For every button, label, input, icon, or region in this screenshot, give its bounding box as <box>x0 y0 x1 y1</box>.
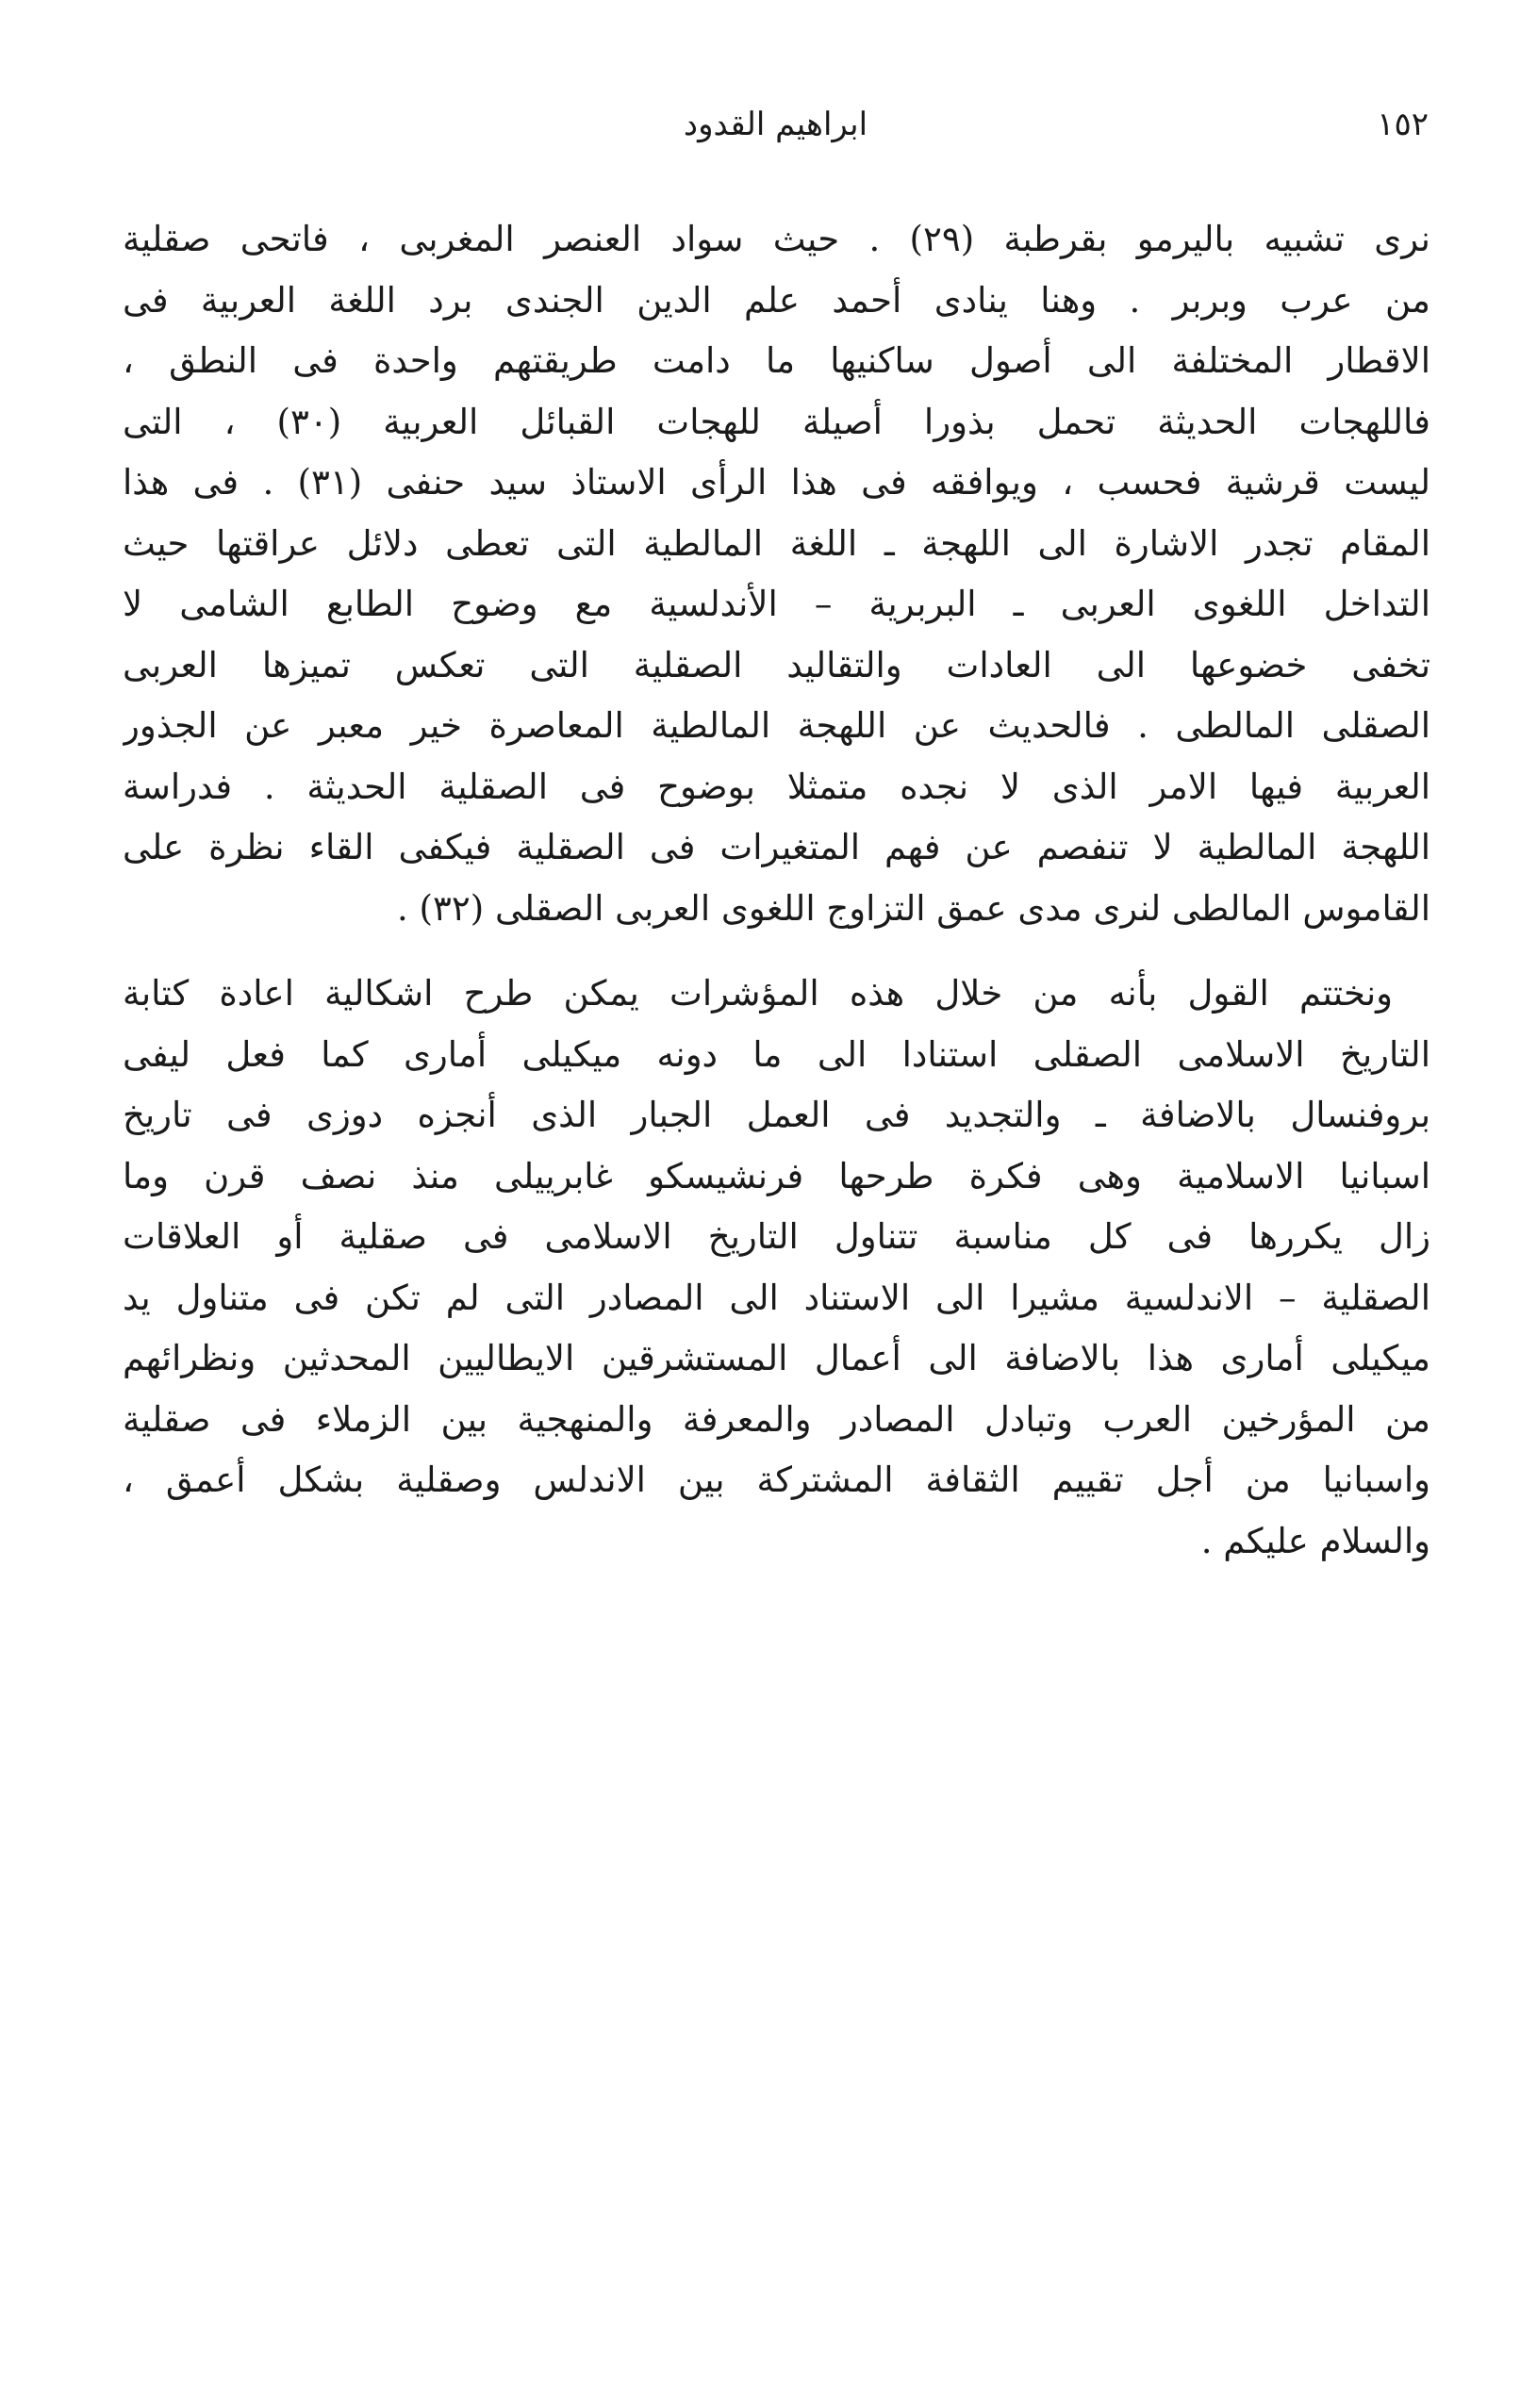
text-line: من المؤرخين العرب وتبادل المصادر والمعرفة والمنهجية بين الزملاء فى صقلية <box>123 1398 1430 1440</box>
body-text <box>123 209 1430 1572</box>
text-line: ميكيلى أمارى هذا بالاضافة الى أعمال المستشرقين الايطاليين المحدثين ونظرائهم <box>123 1338 1430 1378</box>
text-line: ونختتم القول بأنه من خلال هذه المؤشرات يمكن طرح اشكالية اعادة كتابة <box>123 973 1393 1014</box>
text-line: التاريخ الاسلامى الصقلى استنادا الى ما دونه ميكيلى أمارى كما فعل ليفى <box>123 1033 1430 1075</box>
text-line: فاللهجات الحديثة تحمل بذورا أصيلة للهجات القبائل العربية (٣٠) ، التى <box>123 401 1430 442</box>
text-line: العربية فيها الامر الذى لا نجده متمثلا بوضوح فى الصقلية الحديثة . فدراسة <box>123 766 1430 807</box>
text-line: والسلام عليكم . <box>1200 1520 1430 1561</box>
paragraph <box>123 964 1430 1572</box>
page-number: ١٥٢ <box>1377 106 1429 143</box>
text-line: التداخل اللغوى العربى ـ البربرية – الأندلسية مع وضوح الطابع الشامى لا <box>123 584 1430 624</box>
text-line: نرى تشبيه باليرمو بقرطبة (٢٩) . حيث سواد العنصر المغربى ، فاتحى صقلية <box>123 219 1430 259</box>
text-line: الصقلى المالطى . فالحديث عن اللهجة المالطية المعاصرة خير معبر عن الجذور <box>123 705 1430 746</box>
paragraph <box>123 209 1430 939</box>
text-line: زال يكررها فى كل مناسبة تتناول التاريخ الاسلامى فى صقلية أو العلاقات <box>123 1216 1430 1257</box>
text-line: القاموس المالطى لنرى مدى عمق التزاوج اللغوى العربى الصقلى (٣٢) . <box>397 887 1430 929</box>
text-line: اسبانيا الاسلامية وهى فكرة طرحها فرنشيسكو غابرييلى منذ نصف قرن وما <box>123 1155 1430 1196</box>
text-line: من عرب وبربر . وهنا ينادى أحمد علم الدين الجندى برد اللغة العربية فى <box>123 279 1430 321</box>
running-header <box>123 106 1429 162</box>
text-line: الاقطار المختلفة الى أصول ساكنيها ما دامت طريقتهم واحدة فى النطق ، <box>123 340 1430 381</box>
text-line: الصقلية – الاندلسية مشيرا الى الاستناد الى المصادر التى لم تكن فى متناول يد <box>123 1277 1430 1318</box>
text-line: بروفنسال بالاضافة ـ والتجديد فى العمل الجبار الذى أنجزه دوزى فى تاريخ <box>123 1095 1430 1135</box>
text-line: اللهجة المالطية لا تنفصم عن فهم المتغيرات فى الصقلية فيكفى القاء نظرة على <box>123 827 1430 867</box>
text-line: ليست قرشية فحسب ، ويوافقه فى هذا الرأى الاستاذ سيد حنفى (٣١) . فى هذا <box>123 462 1430 503</box>
text-line: المقام تجدر الاشارة الى اللهجة ـ اللغة المالطية التى تعطى دلائل عراقتها حيث <box>123 522 1430 564</box>
header-title: ابراهيم القدود <box>683 106 868 143</box>
text-line: تخفى خضوعها الى العادات والتقاليد الصقلية التى تعكس تميزها العربى <box>123 644 1430 685</box>
text-line: واسبانيا من أجل تقييم الثقافة المشتركة بين الاندلس وصقلية بشكل أعمق ، <box>123 1460 1430 1500</box>
